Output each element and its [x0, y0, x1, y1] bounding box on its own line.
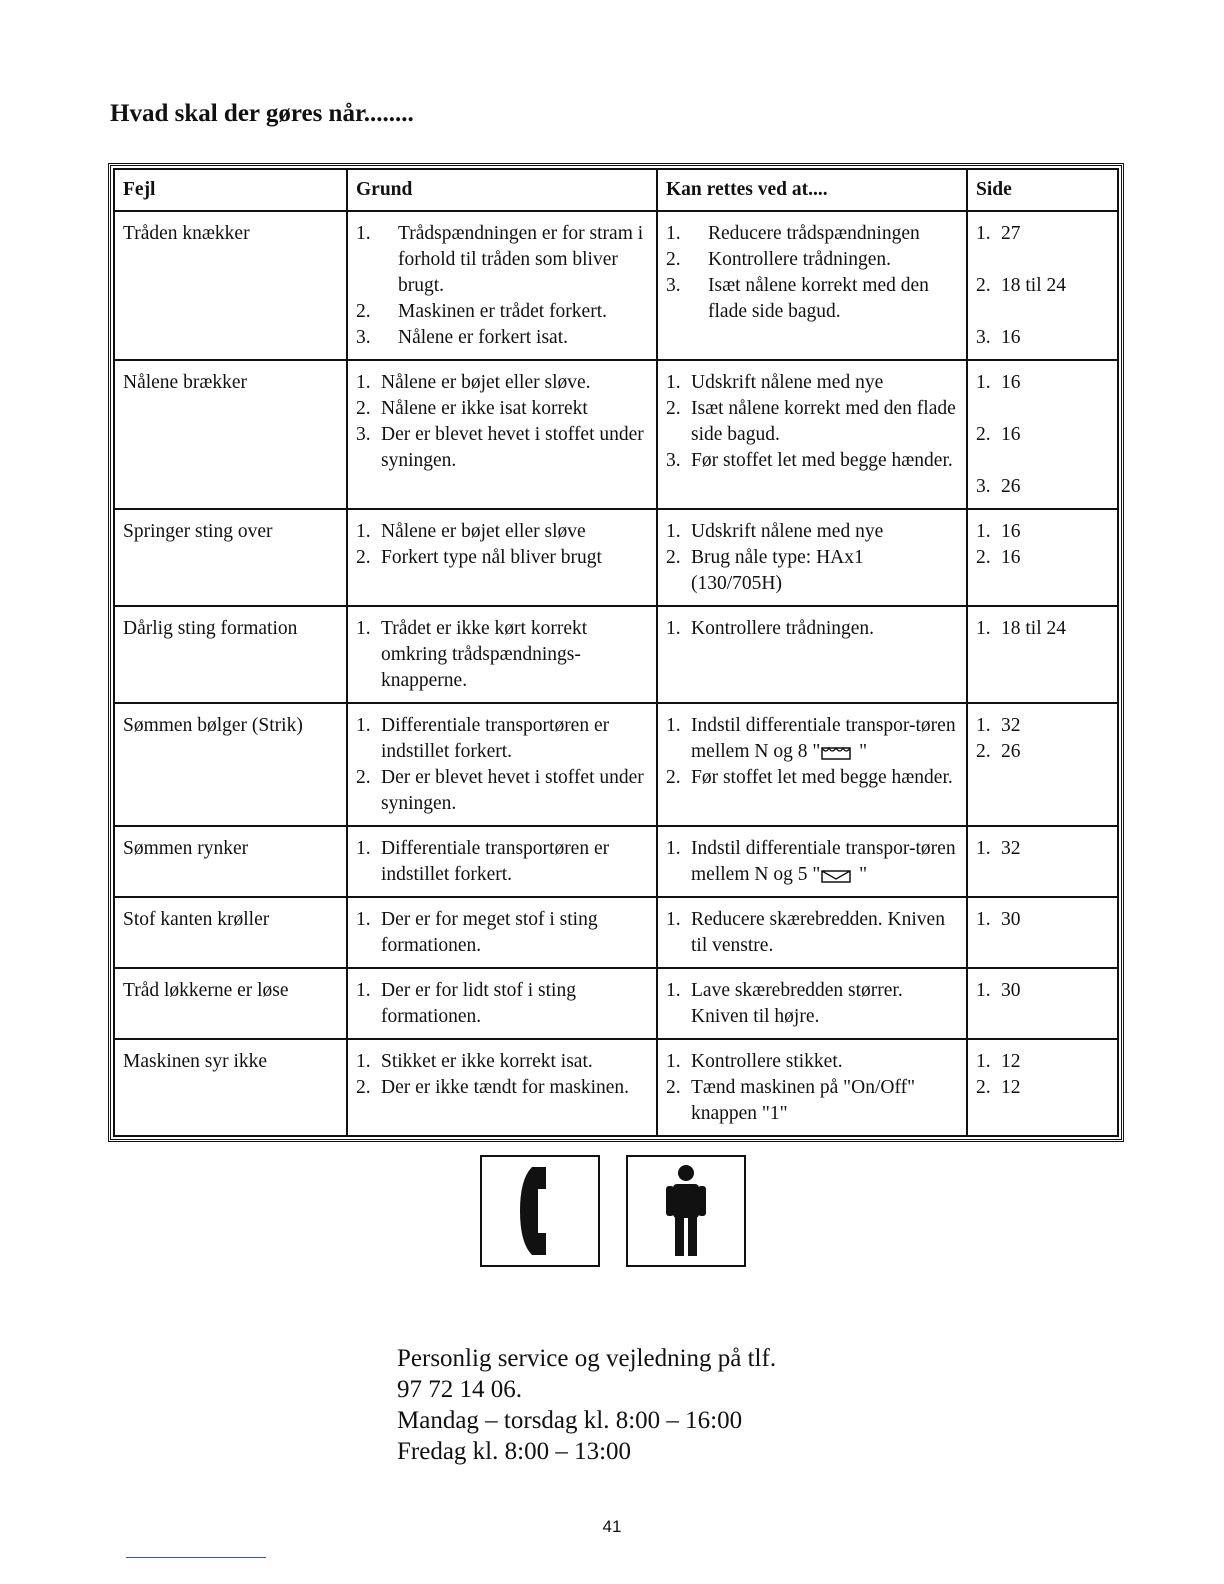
grund-item: Trådspændningen er for stram i forhold til tråden som bliver brugt.	[398, 223, 644, 296]
side-value: 16	[1001, 521, 1021, 542]
troubleshooting-table-frame	[108, 163, 1124, 1142]
kan-item: Kontrollere trådningen.	[708, 249, 892, 270]
side-value: 30	[1001, 980, 1021, 1001]
kan-item: Før stoffet let med begge hænder.	[691, 450, 953, 471]
grund-item: Nålene er ikke isat korrekt	[381, 398, 588, 419]
side-cell: 1. 18 til 24	[967, 606, 1118, 703]
side-value: 16	[1001, 372, 1021, 393]
side-cell: 1. 16 2. 16 3. 26	[967, 360, 1118, 509]
fejl-cell: Nålene brækker	[114, 360, 347, 509]
side-cell: 1. 30	[967, 968, 1118, 1039]
kan-cell: 1. Indstil differentiale transpor-tøren mellem N og 8 " " 2. Før stoffet let med begge hænder.	[657, 703, 967, 826]
side-value: 16	[1001, 424, 1021, 445]
kan-item: Indstil differentiale transpor-tøren mellem N og 5 " "	[691, 838, 956, 885]
phone-icon-box	[480, 1155, 600, 1267]
grund-cell: 1. Differentiale transportøren er indstillet forkert. 2. Der er blevet hevet i stoffet under syningen.	[347, 703, 657, 826]
side-value: 32	[1001, 838, 1021, 859]
grund-item: Der er blevet hevet i stoffet under syningen.	[381, 424, 644, 471]
phone-icon	[510, 1163, 570, 1259]
side-value: 16	[1001, 327, 1021, 348]
grund-item: Differentiale transportøren er indstillet forkert.	[381, 715, 610, 762]
kan-item: Udskrift nålene med nye	[691, 372, 884, 393]
grund-cell: 1. Trådet er ikke kørt korrekt omkring trådspændnings-knapperne.	[347, 606, 657, 703]
hours-friday: Fredag kl. 8:00 – 13:00	[397, 1438, 632, 1465]
grund-item: Der er ikke tændt for maskinen.	[381, 1077, 630, 1098]
grund-item: Differentiale transportøren er indstillet forkert.	[381, 838, 610, 885]
fejl-cell: Sømmen rynker	[114, 826, 347, 897]
side-value: 12	[1001, 1051, 1021, 1072]
side-value: 26	[1001, 741, 1021, 762]
contact-icons	[480, 1155, 746, 1267]
fejl-cell: Tråd løkkerne er løse	[114, 968, 347, 1039]
phone-number: 97 72 14 06.	[397, 1376, 522, 1403]
side-value: 18 til 24	[1001, 275, 1067, 296]
kan-item: Reducere trådspændningen	[708, 223, 920, 244]
fejl-cell: Sømmen bølger (Strik)	[114, 703, 347, 826]
side-value: 18 til 24	[1001, 618, 1067, 639]
person-icon-box	[626, 1155, 746, 1267]
side-value: 32	[1001, 715, 1021, 736]
grund-item: Trådet er ikke kørt korrekt omkring trådspændnings-knapperne.	[381, 618, 588, 691]
page-number: 41	[602, 1517, 622, 1536]
side-value: 16	[1001, 547, 1021, 568]
grund-cell: 1. Der er for lidt stof i sting formationen.	[347, 968, 657, 1039]
envelope-stitch-icon	[820, 744, 854, 762]
kan-item: Indstil differentiale transpor-tøren mellem N og 8 " "	[691, 715, 956, 762]
service-info	[397, 1343, 776, 1467]
kan-item: Lave skærebredden størrer. Kniven til højre.	[691, 980, 903, 1027]
kan-item: Isæt nålene korrekt med den flade side bagud.	[708, 275, 929, 322]
table-row	[114, 606, 1118, 703]
grund-cell: 1. Nålene er bøjet eller sløve 2. Forkert type nål bliver brugt	[347, 509, 657, 606]
kan-cell: 1. Reducere trådspændningen 2. Kontrollere trådningen. 3. Isæt nålene korrekt med den flade side bagud.	[657, 211, 967, 360]
side-cell: 1. 12 2. 12	[967, 1039, 1118, 1136]
side-cell: 1. 27 2. 18 til 24 3. 16	[967, 211, 1118, 360]
side-cell: 1. 32 2. 26	[967, 703, 1118, 826]
side-value: 26	[1001, 476, 1021, 497]
fejl-cell: Dårlig sting formation	[114, 606, 347, 703]
grund-cell: 1. Trådspændningen er for stram i forhold til tråden som bliver brugt. 2. Maskinen er trådet forkert. 3. Nålene er forkert isat.	[347, 211, 657, 360]
table-row	[114, 703, 1118, 826]
kan-item: Kontrollere stikket.	[691, 1051, 843, 1072]
side-cell: 1. 32	[967, 826, 1118, 897]
grund-cell: 1. Der er for meget stof i sting formationen.	[347, 897, 657, 968]
grund-item: Nålene er forkert isat.	[398, 327, 568, 348]
grund-cell: 1. Nålene er bøjet eller sløve. 2. Nålene er ikke isat korrekt 3. Der er blevet hevet i stoffet under syningen.	[347, 360, 657, 509]
table-row	[114, 968, 1118, 1039]
kan-item: Før stoffet let med begge hænder.	[691, 767, 953, 788]
header-side: Side	[967, 169, 1118, 211]
grund-item: Der er blevet hevet i stoffet under syningen.	[381, 767, 644, 814]
table-row	[114, 1039, 1118, 1136]
hours-weekdays: Mandag – torsdag kl. 8:00 – 16:00	[397, 1407, 743, 1434]
grund-cell: 1. Stikket er ikke korrekt isat. 2. Der er ikke tændt for maskinen.	[347, 1039, 657, 1136]
header-kan-rettes: Kan rettes ved at....	[657, 169, 967, 211]
fejl-cell: Maskinen syr ikke	[114, 1039, 347, 1136]
grund-item: Der er for lidt stof i sting formationen.	[381, 980, 576, 1027]
side-value: 30	[1001, 909, 1021, 930]
table-row	[114, 211, 1118, 360]
kan-item: Isæt nålene korrekt med den flade side bagud.	[691, 398, 956, 445]
fejl-cell: Tråden knækker	[114, 211, 347, 360]
table-row	[114, 897, 1118, 968]
kan-cell: 1. Kontrollere stikket. 2. Tænd maskinen på "On/Off" knappen "1"	[657, 1039, 967, 1136]
kan-item: Tænd maskinen på "On/Off" knappen "1"	[691, 1077, 916, 1124]
kan-cell: 1. Udskrift nålene med nye 2. Isæt nålene korrekt med den flade side bagud. 3. Før stoffet let med begge hænder.	[657, 360, 967, 509]
grund-item: Nålene er bøjet eller sløve	[381, 521, 586, 542]
side-value: 12	[1001, 1077, 1021, 1098]
grund-item: Maskinen er trådet forkert.	[398, 301, 607, 322]
kan-cell: 1. Kontrollere trådningen.	[657, 606, 967, 703]
kan-item: Brug nåle type: HAx1 (130/705H)	[691, 547, 864, 594]
side-value: 27	[1001, 223, 1021, 244]
side-cell: 1. 30	[967, 897, 1118, 968]
page-title: Hvad skal der gøres når........	[110, 100, 414, 127]
table-row	[114, 360, 1118, 509]
person-icon	[656, 1162, 716, 1260]
service-line: Personlig service og vejledning på tlf.	[397, 1345, 777, 1372]
kan-item: Kontrollere trådningen.	[691, 618, 875, 639]
kan-cell: 1. Indstil differentiale transpor-tøren mellem N og 5 " "	[657, 826, 967, 897]
header-fejl: Fejl	[114, 169, 347, 211]
kan-cell: 1. Udskrift nålene med nye 2. Brug nåle type: HAx1 (130/705H)	[657, 509, 967, 606]
side-cell: 1. 16 2. 16	[967, 509, 1118, 606]
grund-item: Stikket er ikke korrekt isat.	[381, 1051, 593, 1072]
grund-item: Der er for meget stof i sting formationen.	[381, 909, 598, 956]
grund-item: Nålene er bøjet eller sløve.	[381, 372, 591, 393]
kan-item: Reducere skærebredden. Kniven til venstre.	[691, 909, 945, 956]
kan-item: Udskrift nålene med nye	[691, 521, 884, 542]
fejl-cell: Stof kanten krøller	[114, 897, 347, 968]
envelope-flat-icon	[820, 867, 854, 885]
header-grund: Grund	[347, 169, 657, 211]
table-header-row	[114, 169, 1118, 211]
table-row	[114, 509, 1118, 606]
troubleshooting-table	[113, 168, 1119, 1137]
grund-cell: 1. Differentiale transportøren er indstillet forkert.	[347, 826, 657, 897]
kan-cell: 1. Lave skærebredden størrer. Kniven til højre.	[657, 968, 967, 1039]
divider	[126, 1557, 266, 1558]
kan-cell: 1. Reducere skærebredden. Kniven til venstre.	[657, 897, 967, 968]
fejl-cell: Springer sting over	[114, 509, 347, 606]
table-row	[114, 826, 1118, 897]
grund-item: Forkert type nål bliver brugt	[381, 547, 602, 568]
